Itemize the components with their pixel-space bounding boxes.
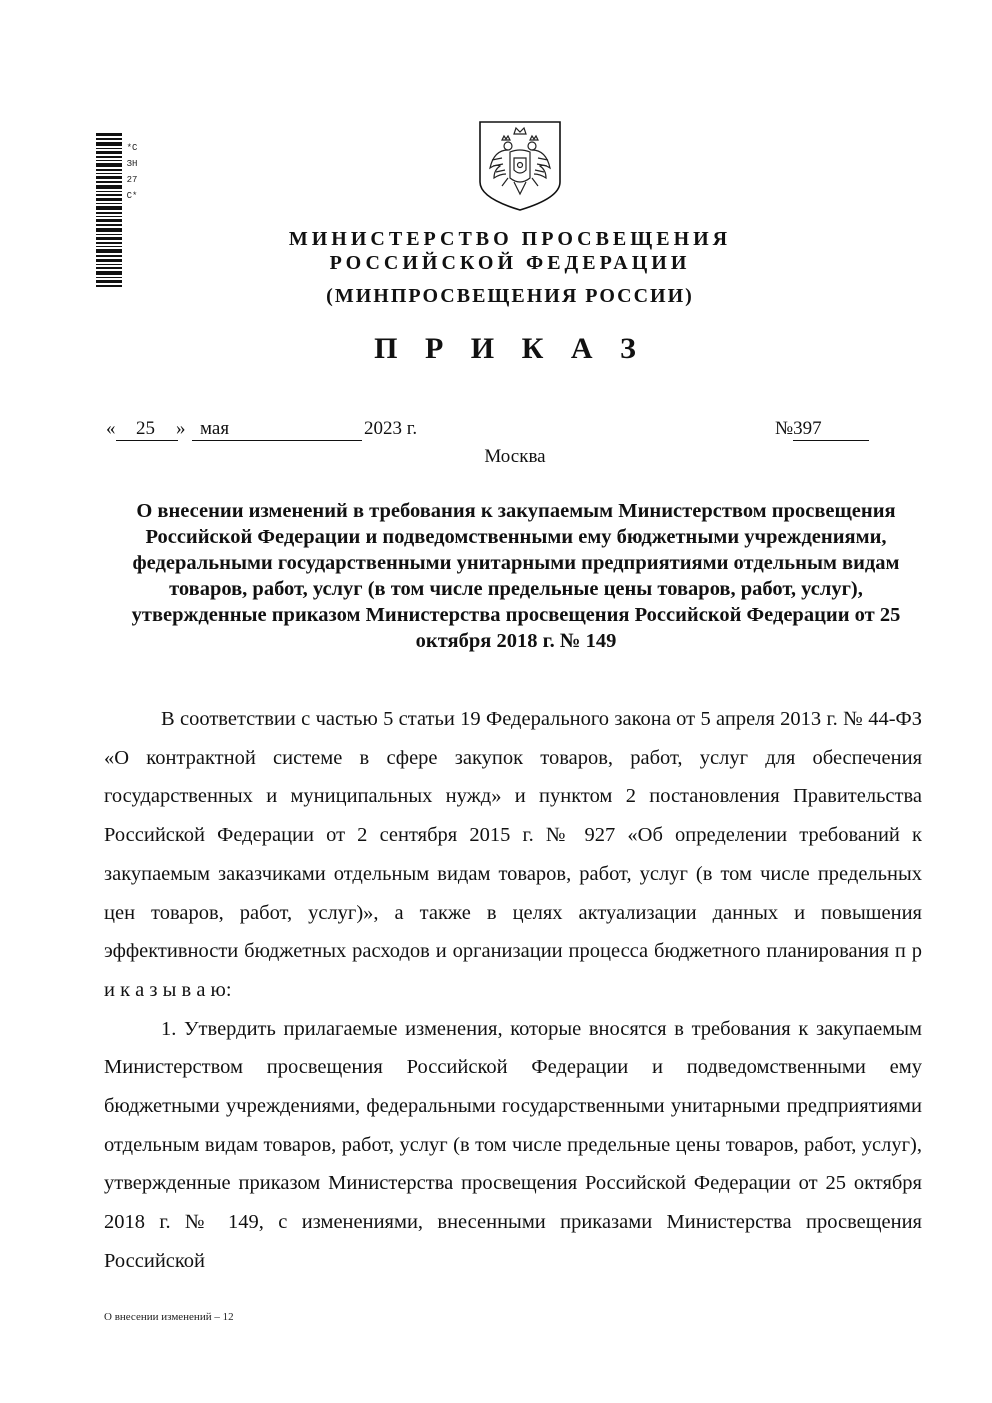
- number-value: 397: [793, 418, 822, 439]
- body-paragraph-2: 1. Утвердить прилагаемые изменения, которые вносятся в требования к закупаемым Министерством просвещения Российской Федерации и подведомственными ему бюджетными учреждениями, федеральными государственными унитарными предприятиями отдельным видам товаров, работ, услуг (в том числе предельные цены товаров, работ, услуг), утвержденные приказом Министерства просвещения Российской Федерации от 25 октября 2018 г. № 149, с изменениями, внесенными приказами Министерства просвещения Российской: [104, 1017, 922, 1272]
- date-day: 25: [136, 418, 155, 439]
- date-close-quote: »: [176, 418, 186, 439]
- body-paragraph-1: В соответствии с частью 5 статьи 19 Федерального закона от 5 апреля 2013 г. № 44-ФЗ «О контрактной системе в сфере закупок товаров, работ, услуг для обеспечения государственных и муниципальных нужд» и пунктом 2 постановления Правительства Российской Федерации от 2 сентября 2015 г. № 927 «Об определении требований к закупаемым заказчиками отдельным видам товаров, работ, услуг (в том числе предельных цен товаров, работ, услуг)», а также в целях актуализации данных и повышения эффективности бюджетных расходов и организации процесса бюджетного планирования п р и к а з ы в а ю:: [104, 708, 922, 1001]
- date-month: мая: [200, 418, 230, 439]
- barcode-image: [96, 133, 122, 287]
- ministry-name-line2: РОССИЙСКОЙ ФЕДЕРАЦИИ: [329, 252, 691, 274]
- barcode-digits: *СЗН27С*: [126, 143, 138, 201]
- order-number: [775, 418, 869, 441]
- footer-note: О внесении изменений – 12: [104, 1311, 234, 1323]
- order-body: [104, 700, 922, 1281]
- order-title: П Р И К А З: [374, 332, 646, 365]
- ministry-short-name: (МИНПРОСВЕЩЕНИЯ РОССИИ): [326, 285, 694, 307]
- order-subject: О внесении изменений в требования к закупаемым Министерством просвещения Российской Федерации и подведомственными ему бюджетными учреждениями, федеральными государственными унитарными предприятиями отдельным видам товаров, работ, услуг (в том числе предельные цены товаров, работ, услуг), утвержденные приказом Министерства просвещения Российской Федерации от 25 октября 2018 г. № 149: [131, 500, 901, 652]
- date-year: 2023 г.: [364, 418, 418, 439]
- ministry-name-line1: МИНИСТЕРСТВО ПРОСВЕЩЕНИЯ: [288, 228, 732, 250]
- number-label: №: [775, 418, 794, 439]
- city: Москва: [484, 446, 546, 467]
- date-open-quote: «: [106, 418, 116, 439]
- coat-of-arms-icon: [478, 120, 562, 212]
